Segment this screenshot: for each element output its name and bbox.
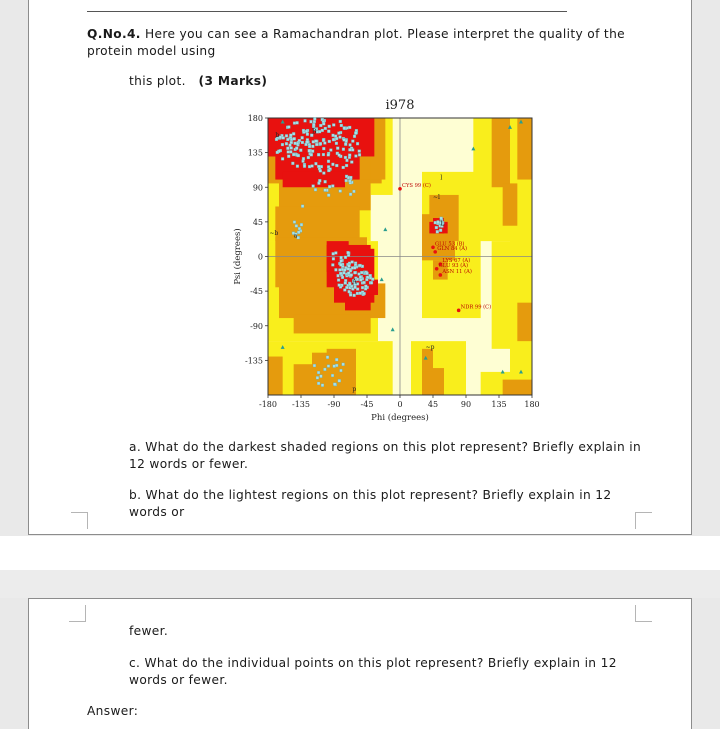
region-label: ~b: [269, 229, 279, 237]
residue-point: [305, 130, 308, 133]
page-gap-shade: [0, 570, 720, 598]
residue-point: [327, 130, 330, 133]
residue-point: [314, 188, 317, 191]
residue-point: [361, 286, 364, 289]
residue-point: [344, 256, 347, 259]
region-allowed: [422, 349, 433, 372]
region-allowed: [503, 183, 518, 225]
residue-point: [304, 119, 307, 122]
residue-point: [348, 126, 351, 129]
sub-question-c: c. What do the individual points on this plot represent? Briefly explain in 12 words or fewer.: [129, 656, 617, 687]
document-page-2: [28, 598, 692, 729]
residue-point: [343, 139, 346, 142]
residue-point: [300, 223, 303, 226]
residue-point: [371, 278, 374, 281]
residue-point: [315, 143, 318, 146]
residue-point: [349, 144, 352, 147]
residue-point: [302, 129, 305, 132]
residue-point: [349, 176, 352, 179]
residue-point: [335, 364, 338, 367]
residue-point: [321, 129, 324, 132]
residue-point: [332, 257, 335, 260]
residue-point: [281, 143, 284, 146]
residue-point: [316, 376, 319, 379]
residue-point: [305, 143, 308, 146]
residue-point: [348, 290, 351, 293]
x-tick-label: 45: [427, 400, 439, 409]
residue-point: [290, 141, 293, 144]
residue-point: [347, 268, 350, 271]
residue-point: [327, 160, 330, 163]
residue-point: [331, 374, 334, 377]
residue-point: [440, 217, 443, 220]
residue-point: [296, 165, 299, 168]
residue-point: [293, 221, 296, 224]
residue-point: [296, 121, 299, 124]
residue-point: [285, 134, 288, 137]
outlier-label: ASN 11 (A): [442, 268, 472, 275]
residue-point: [301, 141, 304, 144]
residue-point: [297, 231, 300, 234]
residue-point: [439, 229, 442, 232]
residue-point: [327, 169, 330, 172]
residue-point: [327, 365, 330, 368]
residue-point: [437, 220, 440, 223]
region-label: B: [312, 128, 317, 136]
region-allowed: [492, 118, 510, 187]
residue-point: [297, 154, 300, 157]
residue-point: [313, 117, 316, 120]
residue-point: [349, 193, 352, 196]
residue-point: [318, 130, 321, 133]
residue-point: [286, 147, 289, 150]
region-label: ~p: [425, 343, 435, 351]
residue-point: [286, 138, 289, 141]
residue-point: [335, 358, 338, 361]
region-label: L: [440, 220, 445, 228]
residue-point: [326, 356, 329, 359]
residue-point: [369, 274, 372, 277]
residue-point: [298, 227, 301, 230]
region-label: b: [275, 132, 280, 140]
residue-point: [356, 288, 359, 291]
residue-point: [358, 153, 361, 156]
x-tick-label: -90: [327, 400, 341, 409]
residue-point: [332, 163, 335, 166]
residue-point: [306, 133, 309, 136]
residue-point: [370, 281, 373, 284]
residue-point: [350, 161, 353, 164]
region-label: ~l: [433, 193, 440, 201]
residue-point: [435, 226, 438, 229]
residue-point: [345, 179, 348, 182]
residue-point: [343, 269, 346, 272]
residue-point: [327, 194, 330, 197]
residue-point: [328, 185, 331, 188]
x-tick-label: 90: [460, 400, 472, 409]
residue-point: [340, 256, 343, 259]
residue-point: [348, 283, 351, 286]
region-label: a: [293, 232, 298, 240]
residue-point: [347, 251, 350, 254]
question-marks: (3 Marks): [198, 74, 268, 88]
residue-point: [350, 274, 353, 277]
residue-point: [338, 284, 341, 287]
residue-point: [339, 190, 342, 193]
outlier-label: GLU 53 (B): [435, 241, 465, 248]
residue-point: [434, 221, 437, 224]
document-page-1: [28, 0, 692, 535]
residue-point: [299, 149, 302, 152]
residue-point: [358, 150, 361, 153]
residue-point: [319, 124, 322, 127]
y-tick-label: 0: [257, 252, 263, 262]
residue-point: [364, 285, 367, 288]
residue-point: [342, 363, 345, 366]
outlier-label: GLU 93 (A): [438, 262, 469, 269]
region-allowed: [517, 303, 532, 341]
residue-point: [340, 259, 343, 262]
residue-point: [312, 123, 315, 126]
residue-point: [301, 205, 304, 208]
x-tick-label: -180: [259, 400, 277, 409]
residue-point: [341, 276, 344, 279]
x-tick-label: 135: [491, 400, 507, 409]
residue-point: [339, 120, 342, 123]
residue-point: [317, 371, 320, 374]
residue-point: [293, 137, 296, 140]
residue-point: [322, 147, 325, 150]
outlier-label: GLN 84 (A): [437, 245, 468, 252]
residue-point: [328, 140, 331, 143]
residue-point: [363, 281, 366, 284]
region-label: l: [440, 174, 443, 182]
corner-mark: [69, 605, 86, 622]
residue-point: [359, 276, 362, 279]
residue-point: [348, 154, 351, 157]
chart-title: i978: [385, 98, 415, 113]
y-tick-label: 135: [247, 148, 263, 158]
residue-point: [356, 292, 359, 295]
residue-point: [332, 134, 335, 137]
region-label: p: [352, 386, 357, 394]
residue-point: [344, 156, 347, 159]
corner-mark: [635, 512, 652, 529]
x-tick-label: -45: [360, 400, 374, 409]
residue-point: [348, 148, 351, 151]
question-continuation-text: this plot.: [129, 74, 186, 88]
residue-point: [276, 151, 279, 154]
residue-point: [335, 142, 338, 145]
x-axis-label: Phi (degrees): [371, 413, 429, 423]
sub-question-b: b. What do the lightest regions on this plot represent? Briefly explain in 12 words or: [129, 488, 612, 519]
question-heading: [87, 26, 647, 60]
residue-point: [308, 145, 311, 148]
residue-point: [292, 153, 295, 156]
residue-point: [359, 278, 362, 281]
residue-point: [338, 154, 341, 157]
residue-point: [311, 165, 314, 168]
residue-point: [353, 266, 356, 269]
residue-point: [331, 264, 334, 267]
residue-point: [332, 138, 335, 141]
question-number: Q.No.4.: [87, 27, 141, 41]
residue-point: [317, 382, 320, 385]
residue-point: [345, 164, 348, 167]
residue-point: [334, 252, 337, 255]
residue-point: [342, 166, 345, 169]
residue-point: [324, 180, 327, 183]
residue-point: [335, 164, 338, 167]
region-allowed: [503, 380, 532, 395]
residue-point: [295, 147, 298, 150]
y-tick-label: 180: [247, 114, 263, 123]
residue-point: [321, 384, 324, 387]
residue-point: [315, 162, 318, 165]
residue-point: [337, 274, 340, 277]
residue-point: [335, 268, 338, 271]
corner-mark: [71, 512, 88, 529]
residue-point: [319, 169, 322, 172]
residue-point: [354, 132, 357, 135]
residue-point: [287, 151, 290, 154]
residue-point: [289, 150, 292, 153]
residue-point: [344, 143, 347, 146]
residue-point: [322, 122, 325, 125]
residue-point: [282, 137, 285, 140]
residue-point: [312, 185, 315, 188]
residue-point: [310, 153, 313, 156]
sub-question-b-continuation: fewer.: [129, 624, 169, 638]
residue-point: [320, 375, 323, 378]
residue-point: [324, 368, 327, 371]
residue-point: [338, 132, 341, 135]
residue-point: [354, 286, 357, 289]
residue-point: [331, 185, 334, 188]
outlier-label: LYS 67 (A): [442, 258, 471, 265]
corner-mark: [635, 605, 652, 622]
question-prompt: Here you can see a Ramachandran plot. Please interpret the quality of the protein model using: [87, 27, 625, 58]
residue-point: [348, 264, 351, 267]
outlier-label: CYS 99 (C): [402, 182, 431, 189]
residue-point: [340, 124, 343, 127]
residue-point: [351, 140, 354, 143]
residue-point: [317, 153, 320, 156]
residue-point: [353, 135, 356, 138]
residue-point: [353, 294, 356, 297]
residue-point: [288, 126, 291, 129]
residue-point: [303, 165, 306, 168]
residue-point: [313, 364, 316, 367]
residue-point: [436, 230, 439, 233]
residue-point: [332, 252, 335, 255]
residue-point: [336, 147, 339, 150]
y-tick-label: 45: [252, 217, 263, 227]
residue-point: [337, 279, 340, 282]
residue-point: [312, 140, 315, 143]
residue-point: [294, 142, 297, 145]
residue-point: [359, 264, 362, 267]
residue-point: [353, 271, 356, 274]
x-tick-label: -135: [292, 400, 310, 409]
residue-point: [356, 142, 359, 145]
residue-point: [342, 148, 345, 151]
ramachandran-plot: [224, 94, 554, 429]
horizontal-rule: [87, 11, 567, 12]
answer-label: Answer:: [87, 704, 139, 718]
region-allowed: [517, 118, 532, 180]
page-gap: [0, 536, 720, 570]
residue-point: [366, 272, 369, 275]
residue-point: [351, 149, 354, 152]
residue-point: [312, 145, 315, 148]
residue-point: [328, 125, 331, 128]
region-label: A: [352, 278, 357, 286]
residue-point: [346, 159, 349, 162]
region-allowed: [268, 357, 283, 395]
residue-point: [301, 136, 304, 139]
residue-point: [358, 273, 361, 276]
residue-point: [351, 261, 354, 264]
sub-question-a: a. What do the darkest shaded regions on this plot represent? Briefly explain in 12 words or fewer.: [129, 440, 642, 471]
residue-point: [322, 139, 325, 142]
residue-point: [293, 122, 296, 125]
residue-point: [339, 269, 342, 272]
residue-point: [349, 294, 352, 297]
residue-point: [322, 172, 325, 175]
residue-point: [339, 264, 342, 267]
residue-point: [295, 224, 298, 227]
residue-point: [319, 142, 322, 145]
residue-point: [360, 271, 363, 274]
y-axis-label: Psi (degrees): [233, 228, 243, 285]
question-continuation: [129, 73, 267, 90]
residue-point: [313, 120, 316, 123]
residue-point: [324, 127, 327, 130]
residue-point: [302, 157, 305, 160]
y-tick-label: -90: [250, 321, 263, 331]
residue-point: [347, 272, 350, 275]
residue-point: [308, 149, 311, 152]
y-tick-label: -45: [250, 287, 263, 297]
residue-point: [355, 155, 358, 158]
residue-point: [292, 132, 295, 135]
residue-point: [329, 149, 332, 152]
residue-point: [323, 142, 326, 145]
residue-point: [308, 165, 311, 168]
region-allowed: [422, 368, 444, 395]
residue-point: [324, 189, 327, 192]
residue-point: [363, 292, 366, 295]
residue-point: [322, 153, 325, 156]
region-allowed: [294, 314, 371, 333]
residue-point: [291, 162, 294, 165]
residue-point: [340, 369, 343, 372]
residue-point: [327, 153, 330, 156]
residue-point: [318, 179, 321, 182]
residue-point: [289, 144, 292, 147]
residue-point: [279, 136, 282, 139]
residue-point: [338, 379, 341, 382]
outlier-label: NDR 99 (C): [460, 304, 492, 311]
residue-point: [287, 155, 290, 158]
residue-point: [289, 134, 292, 137]
region-allowed: [275, 206, 359, 241]
residue-point: [285, 142, 288, 145]
residue-point: [353, 190, 356, 193]
region-allowed: [327, 349, 356, 372]
residue-point: [281, 157, 284, 160]
residue-point: [310, 120, 313, 123]
residue-point: [290, 147, 293, 150]
residue-point: [333, 383, 336, 386]
residue-point: [307, 156, 310, 159]
y-tick-label: 90: [252, 183, 263, 193]
x-tick-label: 180: [524, 400, 540, 409]
residue-point: [344, 282, 347, 285]
y-tick-label: -135: [245, 356, 263, 366]
residue-point: [343, 289, 346, 292]
residue-point: [332, 124, 335, 127]
x-tick-label: 0: [397, 400, 403, 409]
residue-point: [339, 272, 342, 275]
region-allowed: [429, 195, 458, 241]
residue-point: [290, 138, 293, 141]
residue-point: [339, 136, 342, 139]
residue-point: [364, 287, 367, 290]
residue-point: [342, 271, 345, 274]
residue-point: [343, 127, 346, 130]
residue-point: [335, 137, 338, 140]
